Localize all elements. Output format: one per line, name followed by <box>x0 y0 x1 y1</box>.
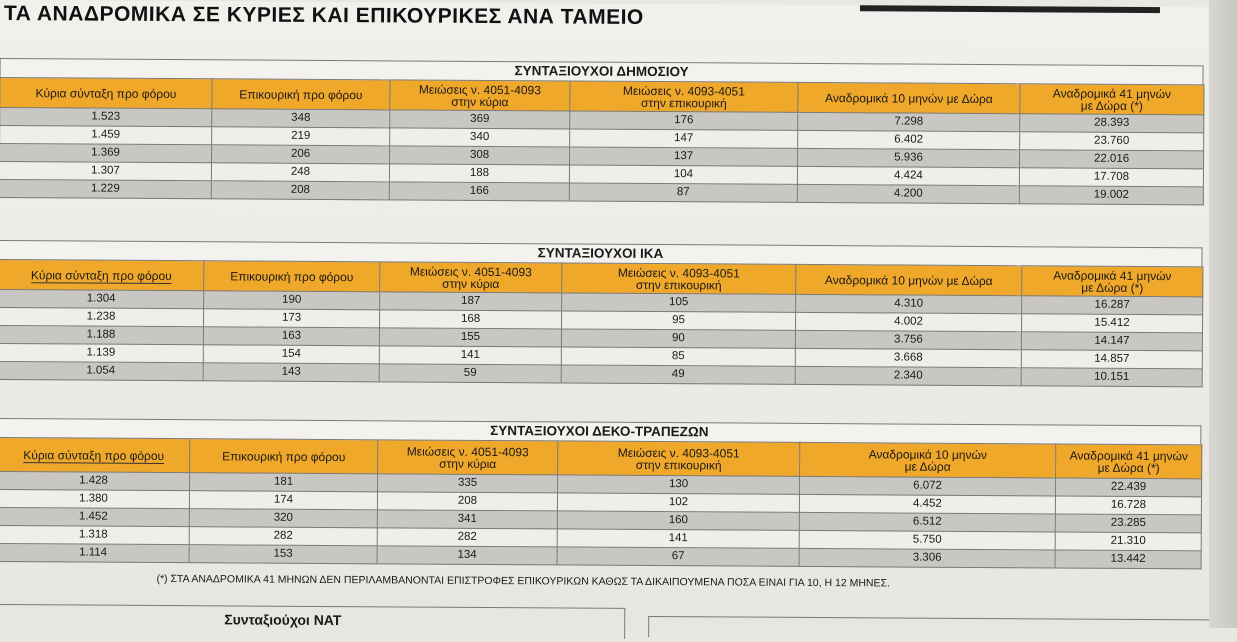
cell: 102 <box>557 493 799 512</box>
cell: 1.523 <box>0 108 212 127</box>
top-dark-band <box>860 5 1160 13</box>
cell: 10.151 <box>1021 368 1202 387</box>
cell: 49 <box>561 365 795 384</box>
section-dimosiou <box>0 58 1204 205</box>
cell: 155 <box>379 328 561 347</box>
col-main-pension: Κύρια σύνταξη προ φόρου <box>0 78 212 109</box>
cell: 1.054 <box>0 361 203 380</box>
cell: 23.760 <box>1020 132 1204 151</box>
col-main-pension: Κύρια σύνταξη προ φόρου <box>0 437 190 472</box>
cell: 1.369 <box>0 144 212 163</box>
col-aux-pension: Επικουρική προ φόρου <box>204 261 380 292</box>
col-retro-41: Αναδρομικά 41 μηνών με Δώρα (*) <box>1020 84 1204 115</box>
cell: 1.114 <box>0 543 189 562</box>
col-cuts-aux: Μειώσεις ν. 4093-4051 στην επικουρική <box>562 263 796 294</box>
col-retro-10: Αναδρομικά 10 μηνών με Δώρα <box>798 82 1020 113</box>
cell: 190 <box>204 291 380 310</box>
cell: 6.402 <box>798 130 1020 149</box>
cell: 95 <box>562 311 796 330</box>
cell: 4.452 <box>799 494 1055 514</box>
cell: 369 <box>390 110 570 129</box>
cell: 14.857 <box>1021 350 1202 369</box>
cell: 4.002 <box>795 312 1021 331</box>
col-cuts-aux: Μειώσεις ν. 4093-4051 στην επικουρική <box>558 441 800 476</box>
cell: 219 <box>212 127 390 146</box>
col-cuts-main: Μειώσεις ν. 4051-4093 στην κύρια <box>390 80 570 111</box>
cell: 22.016 <box>1019 150 1203 169</box>
cell: 4.424 <box>797 166 1019 185</box>
cell: 340 <box>390 128 570 147</box>
cell: 1.459 <box>0 126 212 145</box>
cell: 5.750 <box>799 530 1055 550</box>
cell: 1.428 <box>0 471 190 490</box>
section-ika <box>0 240 1203 387</box>
cell: 4.310 <box>796 294 1022 313</box>
cell: 282 <box>189 527 377 546</box>
col-retro-41: Αναδρομικά 41 μηνών με Δώρα (*) <box>1022 266 1203 297</box>
cell: 147 <box>570 129 798 148</box>
cell: 320 <box>189 509 377 528</box>
footnote: (*) ΣΤΑ ΑΝΑΔΡΟΜΙΚΑ 41 ΜΗΝΩΝ ΔΕΝ ΠΕΡΙΛΑΜΒΑΝΟΝΤΑΙ ΕΠΙΣΤΡΟΦΕΣ ΕΠΙΚΟΥΡΙΚΩΝ ΚΑΘΩΣ ΤΑ ΔΙΚΑΙΠΟΥΜΕΝΑ ΠΟΣΑ ΕΙΝΑΙ ΓΙΑ 10, Η 12 ΜΗΝΕΣ. <box>156 572 890 590</box>
cell: 4.200 <box>797 184 1019 203</box>
cell: 154 <box>203 345 379 364</box>
cell: 143 <box>203 363 379 382</box>
cell: 141 <box>379 346 561 365</box>
col-retro-41: Αναδρομικά 41 μηνών με Δώρα (*) <box>1056 444 1202 479</box>
cell: 1.229 <box>0 179 211 198</box>
cell: 13.442 <box>1055 550 1201 569</box>
cell: 248 <box>211 163 389 182</box>
col-aux-pension: Επικουρική προ φόρου <box>190 439 378 474</box>
cell: 28.393 <box>1020 114 1204 133</box>
cell: 3.306 <box>799 548 1055 568</box>
col-cuts-main: Μειώσεις ν. 4051-4093 στην κύρια <box>380 262 562 293</box>
cell: 181 <box>190 473 378 492</box>
cell: 174 <box>189 491 377 510</box>
cell: 348 <box>212 109 390 128</box>
col-cuts-main: Μειώσεις ν. 4051-4093 στην κύρια <box>378 440 558 475</box>
cell: 22.439 <box>1055 478 1201 497</box>
cell: 16.728 <box>1055 496 1201 515</box>
section-deko-trapezon <box>0 418 1201 569</box>
cell: 168 <box>380 310 562 329</box>
section-title: ΣΥΝΤΑΞΙΟΥΧΟΙ ΔΗΜΟΣΙΟΥ <box>0 58 1204 84</box>
section-title: ΣΥΝΤΑΞΙΟΥΧΟΙ ΔΕΚΟ-ΤΡΑΠΕΖΩΝ <box>0 418 1201 444</box>
cell: 208 <box>377 492 557 511</box>
cell: 1.307 <box>0 162 212 181</box>
cell: 1.188 <box>0 325 204 344</box>
cell: 14.147 <box>1021 332 1202 351</box>
cell: 1.139 <box>0 343 203 362</box>
cell: 134 <box>377 546 557 565</box>
cell: 3.668 <box>795 348 1021 367</box>
cell: 85 <box>561 347 795 366</box>
cell: 3.756 <box>795 330 1021 349</box>
page-headline: ΤΑ ΑΝΑΔΡΟΜΙΚΑ ΣΕ ΚΥΡΙΕΣ ΚΑΙ ΕΠΙΚΟΥΡΙΚΕΣ ΑΝΑ ΤΑΜΕΙΟ <box>3 2 644 29</box>
cell: 188 <box>389 164 569 183</box>
pension-table <box>0 259 1203 387</box>
cell: 21.310 <box>1055 532 1201 551</box>
cell: 16.287 <box>1022 296 1203 315</box>
cell: 90 <box>561 329 795 348</box>
cell: 137 <box>570 147 798 166</box>
pension-table <box>0 437 1202 569</box>
cell: 23.285 <box>1055 514 1201 533</box>
cell: 176 <box>570 111 798 130</box>
cell: 141 <box>557 529 799 548</box>
col-aux-pension: Επικουρική προ φόρου <box>212 79 390 110</box>
cell: 160 <box>557 511 799 530</box>
cell: 59 <box>379 364 561 383</box>
cell: 7.298 <box>798 112 1020 131</box>
cell: 1.238 <box>0 307 204 326</box>
col-cuts-aux: Μειώσεις ν. 4093-4051 στην επικουρική <box>570 81 798 112</box>
cell: 105 <box>562 293 796 312</box>
cell: 206 <box>212 145 390 164</box>
page-edge <box>1209 0 1237 628</box>
cell: 130 <box>557 475 799 494</box>
col-retro-10: Αναδρομικά 10 μηνών με Δώρα <box>796 264 1022 295</box>
col-main-pension: Κύρια σύνταξη προ φόρου <box>0 259 204 290</box>
col-retro-10: Αναδρομικά 10 μηνών με Δώρα <box>800 442 1056 478</box>
cell: 282 <box>377 528 557 547</box>
cell: 6.072 <box>799 476 1055 496</box>
cell: 308 <box>390 146 570 165</box>
cell: 104 <box>569 165 797 184</box>
cell: 15.412 <box>1021 314 1202 333</box>
nat-section-title: Συνταξιούχοι ΝΑΤ <box>224 611 342 629</box>
cell: 1.452 <box>0 507 189 526</box>
cell: 208 <box>211 181 389 200</box>
cell: 1.304 <box>0 289 204 308</box>
cell: 1.318 <box>0 525 189 544</box>
cell: 2.340 <box>795 366 1021 385</box>
cell: 173 <box>204 309 380 328</box>
cell: 163 <box>203 327 379 346</box>
cell: 17.708 <box>1019 168 1203 187</box>
cell: 187 <box>380 292 562 311</box>
adjacent-box-frame <box>648 616 1209 640</box>
cell: 5.936 <box>797 148 1019 167</box>
section-title: ΣΥΝΤΑΞΙΟΥΧΟΙ ΙΚΑ <box>0 240 1203 266</box>
cell: 67 <box>557 547 799 566</box>
cell: 1.380 <box>0 489 190 508</box>
cell: 19.002 <box>1019 186 1203 205</box>
cell: 341 <box>377 510 557 529</box>
cell: 87 <box>569 183 797 202</box>
cell: 153 <box>189 545 377 564</box>
cell: 335 <box>378 474 558 493</box>
cell: 6.512 <box>799 512 1055 532</box>
pension-table <box>0 77 1205 205</box>
cell: 166 <box>389 182 569 201</box>
